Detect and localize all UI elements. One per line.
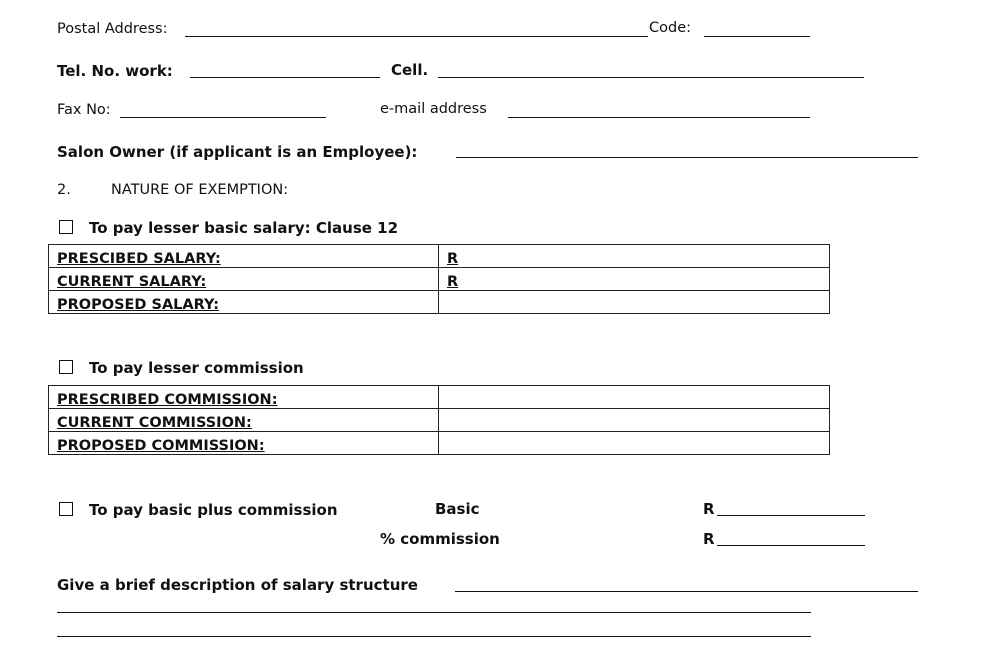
table-row bbox=[49, 245, 830, 268]
lesser-salary-label: To pay lesser basic salary: Clause 12 bbox=[89, 219, 399, 237]
prescribed-salary-value[interactable]: R bbox=[439, 245, 830, 268]
postal-address-label: Postal Address: bbox=[57, 21, 168, 37]
proposed-commission-value[interactable] bbox=[439, 432, 830, 455]
description-label: Give a brief description of salary structure bbox=[57, 576, 418, 594]
code-label: Code: bbox=[649, 20, 692, 36]
table-row bbox=[49, 268, 830, 291]
basic-currency: R bbox=[703, 500, 715, 518]
commission-amount-field[interactable] bbox=[717, 545, 865, 546]
salon-owner-label: Salon Owner (if applicant is an Employee): bbox=[57, 143, 418, 161]
lesser-salary-checkbox[interactable] bbox=[59, 220, 73, 234]
section-number: 2. bbox=[57, 182, 71, 198]
tel-work-field[interactable] bbox=[190, 77, 380, 78]
commission-percent-label: % commission bbox=[380, 530, 500, 548]
commission-currency: R bbox=[703, 530, 715, 548]
fax-label: Fax No: bbox=[57, 102, 111, 118]
table-row bbox=[49, 409, 830, 432]
email-label: e-mail address bbox=[380, 101, 487, 117]
description-line-3[interactable] bbox=[57, 636, 811, 637]
current-commission-value[interactable] bbox=[439, 409, 830, 432]
prescribed-salary-label: PRESCIBED SALARY: bbox=[49, 245, 439, 268]
prescribed-commission-value[interactable] bbox=[439, 386, 830, 409]
cell-label: Cell. bbox=[391, 61, 429, 79]
description-line-2[interactable] bbox=[57, 612, 811, 613]
current-salary-value[interactable]: R bbox=[439, 268, 830, 291]
section-title: NATURE OF EXEMPTION: bbox=[111, 182, 289, 198]
lesser-commission-label: To pay lesser commission bbox=[89, 359, 304, 377]
code-field[interactable] bbox=[704, 36, 810, 37]
salon-owner-field[interactable] bbox=[456, 157, 918, 158]
current-commission-label: CURRENT COMMISSION: bbox=[49, 409, 439, 432]
basic-amount-field[interactable] bbox=[717, 515, 865, 516]
proposed-salary-label: PROPOSED SALARY: bbox=[49, 291, 439, 314]
description-line-1[interactable] bbox=[455, 591, 918, 592]
table-row bbox=[49, 291, 830, 314]
basic-label: Basic bbox=[435, 500, 480, 518]
cell-field[interactable] bbox=[438, 77, 864, 78]
salary-table bbox=[48, 244, 830, 314]
table-row bbox=[49, 432, 830, 455]
basic-plus-commission-checkbox[interactable] bbox=[59, 502, 73, 516]
prescribed-commission-label: PRESCRIBED COMMISSION: bbox=[49, 386, 439, 409]
proposed-commission-label: PROPOSED COMMISSION: bbox=[49, 432, 439, 455]
commission-table bbox=[48, 385, 830, 455]
fax-field[interactable] bbox=[120, 117, 326, 118]
table-row bbox=[49, 386, 830, 409]
tel-work-label: Tel. No. work: bbox=[57, 62, 173, 80]
proposed-salary-value[interactable] bbox=[439, 291, 830, 314]
postal-address-field[interactable] bbox=[185, 36, 648, 37]
email-field[interactable] bbox=[508, 117, 810, 118]
lesser-commission-checkbox[interactable] bbox=[59, 360, 73, 374]
current-salary-label: CURRENT SALARY: bbox=[49, 268, 439, 291]
basic-plus-commission-label: To pay basic plus commission bbox=[89, 501, 338, 519]
